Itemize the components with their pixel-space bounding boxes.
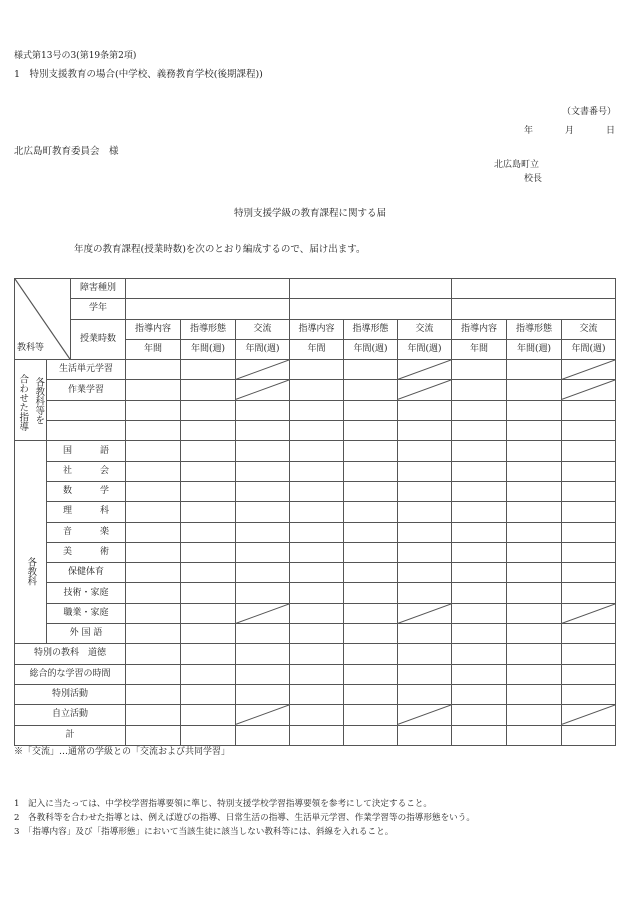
grade-cell-2[interactable] (290, 299, 452, 319)
form-cell[interactable] (344, 563, 398, 583)
col-header: 指導形態 (344, 319, 398, 339)
col-header: 交流 (562, 319, 616, 339)
form-cell[interactable] (507, 441, 562, 461)
table-row (15, 563, 616, 583)
diagonal-slash (398, 604, 451, 623)
form-cell[interactable] (344, 644, 398, 664)
table-row (15, 441, 616, 461)
table-row (15, 725, 616, 745)
content-cell[interactable] (126, 502, 181, 522)
form-cell[interactable] (181, 380, 236, 400)
exchange-cell[interactable] (562, 542, 616, 562)
subject-label: 計 (15, 725, 126, 745)
date-year: 年 (524, 126, 534, 136)
exchange-cell[interactable] (236, 664, 290, 684)
exchange-cell[interactable] (398, 603, 452, 623)
form-cell[interactable] (507, 644, 562, 664)
table-row (15, 603, 616, 623)
content-cell[interactable] (126, 684, 181, 704)
subject-label: 特別活動 (15, 684, 126, 704)
form-cell[interactable] (344, 380, 398, 400)
content-cell[interactable] (290, 603, 344, 623)
subject-label: 生活単元学習 (47, 360, 126, 380)
subject-char: 術 (99, 547, 109, 557)
curriculum-table (14, 278, 616, 746)
subject-label: 自立活動 (15, 705, 126, 725)
table-row (15, 542, 616, 562)
content-cell[interactable] (452, 644, 507, 664)
diagonal-slash (562, 360, 615, 379)
content-cell[interactable] (290, 380, 344, 400)
form-cell[interactable] (507, 583, 562, 603)
exchange-cell[interactable] (398, 664, 452, 684)
subject-label: 総合的な学習の時間 (15, 664, 126, 684)
exchange-cell[interactable] (398, 502, 452, 522)
exchange-cell[interactable] (562, 684, 616, 704)
section-title: 1 特別支援教育の場合(中学校、義務教育学校(後期課程)) (14, 69, 263, 80)
exchange-cell[interactable] (398, 400, 452, 420)
form-cell[interactable] (344, 421, 398, 441)
diagonal-slash (562, 604, 615, 623)
form-cell[interactable] (344, 583, 398, 603)
exchange-cell[interactable] (398, 684, 452, 704)
exchange-cell[interactable] (236, 380, 290, 400)
table-row (15, 360, 616, 380)
form-cell[interactable] (344, 684, 398, 704)
disability-type-cell-2[interactable] (290, 279, 452, 299)
subject-char: 楽 (99, 526, 109, 537)
content-cell[interactable] (452, 522, 507, 542)
unit-header: 年間(週) (236, 339, 290, 359)
form-number: 様式第13号の3(第19条第2項) (14, 51, 137, 61)
exchange-cell[interactable] (398, 725, 452, 745)
exchange-cell[interactable] (236, 563, 290, 583)
col-header: 指導形態 (181, 319, 236, 339)
content-cell[interactable] (452, 400, 507, 420)
content-cell[interactable] (452, 481, 507, 501)
content-cell[interactable] (290, 664, 344, 684)
exchange-cell[interactable] (236, 522, 290, 542)
content-cell[interactable] (126, 441, 181, 461)
table-row (15, 461, 616, 481)
content-cell[interactable] (452, 684, 507, 704)
document-number: （文書番号） (562, 107, 617, 117)
form-cell[interactable] (181, 400, 236, 420)
table-row (15, 380, 616, 400)
form-cell[interactable] (181, 522, 236, 542)
diagonal-slash (236, 705, 289, 724)
subject-char: 科 (99, 506, 109, 517)
exchange-cell[interactable] (398, 563, 452, 583)
content-cell[interactable] (452, 380, 507, 400)
form-cell[interactable] (344, 603, 398, 623)
form-cell[interactable] (181, 360, 236, 380)
exchange-cell[interactable] (562, 400, 616, 420)
exchange-cell[interactable] (398, 461, 452, 481)
exchange-cell[interactable] (398, 542, 452, 562)
subject-label (47, 502, 126, 522)
subject-label (47, 481, 126, 501)
content-cell[interactable] (290, 705, 344, 725)
form-cell[interactable] (181, 664, 236, 684)
content-cell[interactable] (290, 522, 344, 542)
date-day: 日 (606, 126, 616, 136)
document-title: 特別支援学級の教育課程に関する届 (234, 208, 387, 219)
table-row (15, 502, 616, 522)
form-cell[interactable] (344, 705, 398, 725)
content-cell[interactable] (452, 542, 507, 562)
exchange-cell[interactable] (398, 644, 452, 664)
unit-header: 年間 (290, 339, 344, 359)
content-cell[interactable] (126, 461, 181, 481)
content-cell[interactable] (452, 441, 507, 461)
content-cell[interactable] (452, 583, 507, 603)
form-cell[interactable] (507, 421, 562, 441)
form-cell[interactable] (344, 502, 398, 522)
exchange-cell[interactable] (398, 421, 452, 441)
exchange-cell[interactable] (236, 583, 290, 603)
form-cell[interactable] (507, 360, 562, 380)
subject-label: 外 国 語 (47, 624, 126, 644)
form-cell[interactable] (181, 461, 236, 481)
unit-header: 年間(週) (398, 339, 452, 359)
content-cell[interactable] (126, 725, 181, 745)
content-cell[interactable] (452, 461, 507, 481)
content-cell[interactable] (126, 542, 181, 562)
form-cell[interactable] (507, 603, 562, 623)
exchange-cell[interactable] (562, 725, 616, 745)
diagonal-slash (236, 380, 289, 399)
exchange-cell[interactable] (236, 644, 290, 664)
table-row (15, 684, 616, 704)
exchange-cell[interactable] (398, 441, 452, 461)
subject-char: 国 (63, 445, 73, 456)
grade-cell-1[interactable] (126, 299, 290, 319)
exchange-cell[interactable] (398, 380, 452, 400)
form-cell[interactable] (507, 481, 562, 501)
table-row (15, 705, 616, 725)
form-cell[interactable] (344, 522, 398, 542)
exchange-cell[interactable] (398, 481, 452, 501)
table-row (15, 400, 616, 420)
content-cell[interactable] (126, 380, 181, 400)
content-cell[interactable] (290, 624, 344, 644)
content-cell[interactable] (290, 542, 344, 562)
form-cell[interactable] (181, 502, 236, 522)
subject-label (47, 522, 126, 542)
exchange-cell[interactable] (398, 360, 452, 380)
form-cell[interactable] (507, 725, 562, 745)
exchange-cell[interactable] (562, 644, 616, 664)
form-cell[interactable] (507, 400, 562, 420)
subject-label (47, 421, 126, 441)
form-cell[interactable] (344, 461, 398, 481)
content-cell[interactable] (290, 725, 344, 745)
exchange-cell[interactable] (236, 542, 290, 562)
content-cell[interactable] (126, 481, 181, 501)
exchange-cell[interactable] (236, 421, 290, 441)
exchange-cell[interactable] (398, 624, 452, 644)
form-cell[interactable] (507, 684, 562, 704)
content-cell[interactable] (452, 603, 507, 623)
content-cell[interactable] (452, 502, 507, 522)
note-1: 1 記入に当たっては、中学校学習指導要領に準じ、特別支援学校学習指導要領を参考にして決定すること。 (14, 799, 432, 809)
subject-label: 保健体育 (47, 563, 126, 583)
content-cell[interactable] (452, 563, 507, 583)
form-cell[interactable] (181, 603, 236, 623)
content-cell[interactable] (290, 563, 344, 583)
exchange-cell[interactable] (236, 684, 290, 704)
unit-header: 年間(週) (507, 339, 562, 359)
content-cell[interactable] (126, 522, 181, 542)
diagonal-slash (398, 705, 451, 724)
exchange-cell[interactable] (236, 624, 290, 644)
exchange-cell[interactable] (236, 603, 290, 623)
content-cell[interactable] (452, 664, 507, 684)
group-label (15, 360, 47, 441)
table-row (15, 481, 616, 501)
exchange-cell[interactable] (562, 664, 616, 684)
diagonal-slash (562, 380, 615, 399)
exchange-cell[interactable] (236, 360, 290, 380)
date-month: 月 (565, 126, 575, 136)
content-cell[interactable] (452, 725, 507, 745)
exchange-cell[interactable] (398, 705, 452, 725)
subject-label (47, 400, 126, 420)
exchange-cell[interactable] (236, 461, 290, 481)
form-cell[interactable] (507, 664, 562, 684)
subject-label: 特別の教科 道徳 (15, 644, 126, 664)
content-cell[interactable] (126, 563, 181, 583)
content-cell[interactable] (290, 441, 344, 461)
col-header: 指導内容 (452, 319, 507, 339)
exchange-cell[interactable] (236, 502, 290, 522)
form-cell[interactable] (507, 502, 562, 522)
intro-text: 年度の教育課程(授業時数)を次のとおり編成するので、届け出ます。 (74, 244, 366, 255)
form-cell[interactable] (181, 441, 236, 461)
table-row (15, 421, 616, 441)
content-cell[interactable] (290, 421, 344, 441)
exchange-cell[interactable] (562, 461, 616, 481)
unit-header: 年間(週) (181, 339, 236, 359)
class-hours-label: 授業時数 (71, 319, 126, 360)
content-cell[interactable] (126, 421, 181, 441)
table-row (15, 583, 616, 603)
col-header: 指導内容 (126, 319, 181, 339)
group-label (15, 441, 47, 644)
form-cell[interactable] (507, 542, 562, 562)
content-cell[interactable] (126, 644, 181, 664)
content-cell[interactable] (452, 624, 507, 644)
exchange-cell[interactable] (236, 441, 290, 461)
exchange-cell[interactable] (562, 481, 616, 501)
diagonal-slash (398, 360, 451, 379)
content-cell[interactable] (290, 400, 344, 420)
content-cell[interactable] (126, 583, 181, 603)
form-cell[interactable] (344, 664, 398, 684)
content-cell[interactable] (126, 603, 181, 623)
form-cell[interactable] (181, 644, 236, 664)
form-cell[interactable] (181, 563, 236, 583)
grade-cell-3[interactable] (452, 299, 616, 319)
content-cell[interactable] (126, 705, 181, 725)
content-cell[interactable] (290, 481, 344, 501)
subject-char: 美 (63, 547, 73, 557)
group-label-line2: 合わせた指導 (17, 373, 29, 431)
form-cell[interactable] (181, 725, 236, 745)
subject-char: 数 (63, 486, 73, 497)
subject-char: 語 (99, 445, 109, 456)
form-cell[interactable] (344, 725, 398, 745)
diagonal-slash (398, 380, 451, 399)
exchange-cell[interactable] (562, 441, 616, 461)
col-header: 指導形態 (507, 319, 562, 339)
exchange-cell[interactable] (236, 725, 290, 745)
form-cell[interactable] (344, 360, 398, 380)
exchange-cell[interactable] (236, 400, 290, 420)
subject-char: 会 (99, 465, 109, 476)
exchange-cell[interactable] (562, 624, 616, 644)
subject-label: 作業学習 (47, 380, 126, 400)
col-header: 交流 (236, 319, 290, 339)
exchange-cell[interactable] (562, 502, 616, 522)
table-row (15, 522, 616, 542)
disability-type-cell-3[interactable] (452, 279, 616, 299)
sender-school: 北広島町立 (494, 160, 540, 170)
unit-header: 年間(週) (562, 339, 616, 359)
subject-char: 音 (63, 526, 73, 537)
exchange-cell[interactable] (562, 421, 616, 441)
form-cell[interactable] (181, 583, 236, 603)
diagonal-slash (236, 604, 289, 623)
content-cell[interactable] (290, 461, 344, 481)
subject-char: 理 (63, 506, 73, 517)
diagonal-slash (562, 705, 615, 724)
sender-title: 校長 (524, 174, 543, 184)
disability-type-label: 障害種別 (71, 279, 126, 299)
diagonal-slash (236, 360, 289, 379)
subject-char: 社 (63, 465, 73, 476)
content-cell[interactable] (126, 664, 181, 684)
unit-header: 年間 (452, 339, 507, 359)
col-header: 交流 (398, 319, 452, 339)
form-cell[interactable] (181, 542, 236, 562)
subject-label (47, 441, 126, 461)
form-cell[interactable] (344, 400, 398, 420)
form-cell[interactable] (507, 705, 562, 725)
subject-char: 学 (99, 486, 109, 497)
exchange-cell[interactable] (562, 583, 616, 603)
form-cell[interactable] (507, 624, 562, 644)
note-2: 2 各教科等を合わせた指導とは、例えば遊びの指導、日常生活の指導、生活単元学習、作業学習等の指導形態をいう。 (14, 813, 475, 823)
group-label-text: 各教科 (25, 556, 37, 586)
exchange-cell[interactable] (236, 705, 290, 725)
exchange-cell[interactable] (562, 603, 616, 623)
exchange-cell[interactable] (562, 522, 616, 542)
content-cell[interactable] (290, 583, 344, 603)
content-cell[interactable] (290, 502, 344, 522)
content-cell[interactable] (290, 644, 344, 664)
form-cell[interactable] (344, 481, 398, 501)
form-cell[interactable] (507, 380, 562, 400)
subject-label (47, 461, 126, 481)
exchange-cell[interactable] (562, 380, 616, 400)
group-label-line1: 各教科等を (33, 376, 45, 425)
content-cell[interactable] (290, 684, 344, 704)
exchange-cell[interactable] (562, 360, 616, 380)
table-row (15, 644, 616, 664)
form-cell[interactable] (181, 481, 236, 501)
form-cell[interactable] (181, 624, 236, 644)
disability-type-cell-1[interactable] (126, 279, 290, 299)
col-header: 指導内容 (290, 319, 344, 339)
form-cell[interactable] (181, 705, 236, 725)
exchange-cell[interactable] (236, 481, 290, 501)
content-cell[interactable] (126, 624, 181, 644)
footnote: ※「交流」…通常の学級との「交流および共同学習」 (14, 747, 231, 757)
table-row (15, 664, 616, 684)
content-cell[interactable] (452, 360, 507, 380)
grade-label: 学年 (71, 299, 126, 319)
content-cell[interactable] (126, 400, 181, 420)
form-cell[interactable] (181, 684, 236, 704)
unit-header: 年間(週) (344, 339, 398, 359)
subject-label: 職業・家庭 (47, 603, 126, 623)
form-cell[interactable] (344, 441, 398, 461)
form-cell[interactable] (507, 563, 562, 583)
exchange-cell[interactable] (398, 522, 452, 542)
note-3: 3 「指導内容」及び「指導形態」において当該生徒に該当しない教科等には、斜線を入れること。 (14, 827, 394, 837)
form-cell[interactable] (507, 461, 562, 481)
addressee: 北広島町教育委員会 様 (14, 146, 119, 157)
exchange-cell[interactable] (562, 563, 616, 583)
content-cell[interactable] (452, 421, 507, 441)
form-cell[interactable] (344, 542, 398, 562)
subject-label: 技術・家庭 (47, 583, 126, 603)
exchange-cell[interactable] (562, 705, 616, 725)
corner-label: 教科等 (17, 343, 45, 354)
content-cell[interactable] (126, 360, 181, 380)
corner-cell (15, 279, 71, 360)
table-row (15, 624, 616, 644)
content-cell[interactable] (290, 360, 344, 380)
form-cell[interactable] (507, 522, 562, 542)
content-cell[interactable] (452, 705, 507, 725)
form-cell[interactable] (344, 624, 398, 644)
form-cell[interactable] (181, 421, 236, 441)
unit-header: 年間 (126, 339, 181, 359)
exchange-cell[interactable] (398, 583, 452, 603)
subject-label (47, 542, 126, 562)
